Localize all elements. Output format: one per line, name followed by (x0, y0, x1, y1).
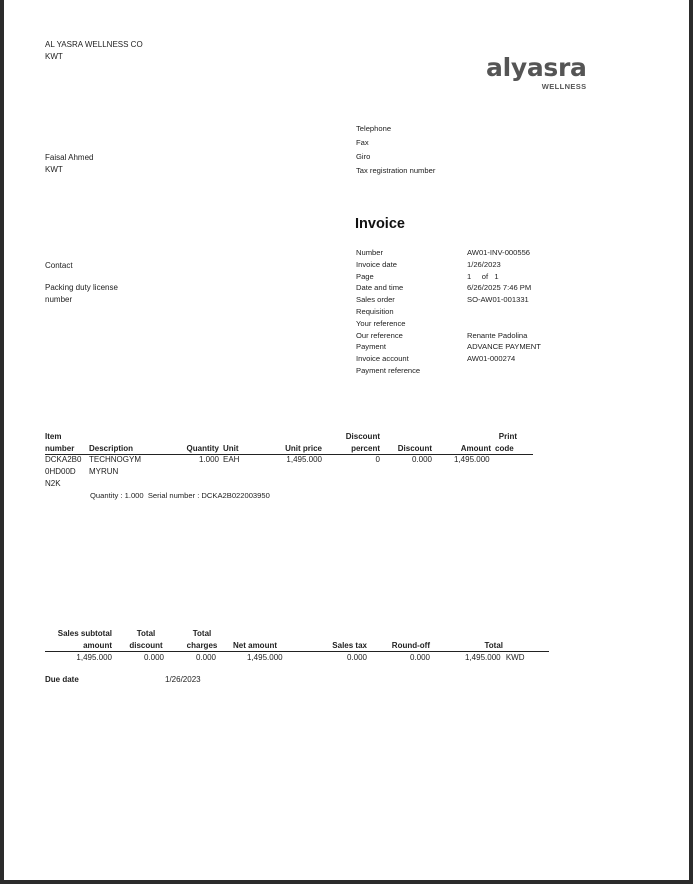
col-total-charges-line-2: charges (186, 641, 218, 650)
col-discount-percent (324, 431, 380, 455)
company-info-labels (356, 122, 435, 178)
company-name: AL YASRA WELLNESS CO (45, 40, 143, 49)
detail-label: Invoice account (356, 354, 409, 364)
packing-license-line-1: Packing duty license (45, 283, 118, 292)
telephone-label: Telephone (356, 124, 392, 133)
invoice-date-value: 1/26/2023 (467, 259, 501, 269)
detail-label: Page (356, 271, 374, 281)
col-sales-subtotal-line-1: Sales subtotal (57, 629, 112, 638)
description-part: TECHNOGYM (89, 455, 141, 464)
due-date-label: Due date (45, 675, 79, 684)
col-sales-subtotal (45, 628, 112, 652)
col-total-discount (124, 628, 168, 652)
your-reference-value (467, 318, 541, 330)
row-quantity: 1.000 (198, 455, 219, 464)
col-description: Description (89, 444, 134, 453)
fax-label: Fax (356, 138, 369, 147)
item-number-part: 0HD00D (45, 467, 76, 476)
company-country: KWT (45, 52, 63, 61)
col-discount-percent-line-2: percent (351, 444, 380, 453)
row-discount: 0.000 (411, 455, 432, 464)
row-amount: 1,495.000 (454, 455, 490, 464)
col-discount-percent-line-1: Discount (345, 432, 380, 441)
document-title: Invoice (355, 216, 405, 232)
payment-value: ADVANCE PAYMENT (467, 342, 541, 352)
detail-label: Our reference (356, 330, 403, 340)
invoice-detail-labels (356, 247, 420, 377)
col-total-discount-line-1: Total (136, 629, 156, 638)
requisition-value (467, 306, 541, 318)
item-number-part: N2K (45, 479, 61, 488)
detail-label: Your reference (356, 318, 406, 328)
company-block (45, 39, 143, 63)
col-item-line-1: Item (45, 432, 62, 441)
col-amount: Amount (460, 444, 491, 453)
detail-label: Number (356, 248, 384, 257)
row-unit-price: 1,495.000 (286, 455, 322, 464)
detail-label: Requisition (356, 306, 394, 316)
col-quantity: Quantity (186, 444, 219, 453)
col-total-charges (179, 628, 225, 652)
detail-label: Invoice date (356, 259, 397, 269)
row-item-number (45, 454, 81, 490)
page-value: 1 of 1 (467, 271, 499, 281)
col-print-code-line-1: Print (498, 432, 517, 441)
packing-license-line-2: number (45, 295, 73, 304)
logo-wordmark: alyasra (486, 53, 587, 82)
col-total-charges-line-1: Total (192, 629, 212, 638)
total-value (465, 652, 525, 664)
col-net-amount: Net amount (233, 641, 277, 650)
col-item-line-2: number (45, 444, 75, 453)
contact-label: Contact (45, 261, 73, 270)
payment-reference-value (467, 365, 541, 377)
net-amount-value: 1,495.000 (247, 653, 283, 662)
col-total: Total (484, 641, 503, 650)
col-print-code (495, 431, 517, 455)
detail-label: Payment (356, 342, 386, 352)
due-date-value: 1/26/2023 (165, 675, 201, 684)
col-round-off: Round-off (391, 641, 430, 650)
col-sales-subtotal-line-2: amount (83, 641, 112, 650)
row-discount-percent: 0 (375, 455, 380, 464)
col-item-number (45, 431, 74, 455)
date-time-value: 6/26/2025 7:46 PM (467, 283, 532, 293)
customer-country: KWT (45, 165, 63, 174)
row-description (89, 454, 141, 478)
item-number-part: DCKA2B0 (45, 455, 82, 464)
serial-number-note: Quantity : 1.000 Serial number : DCKA2B022003950 (90, 491, 270, 500)
total-currency: KWD (505, 653, 525, 662)
col-unit-price: Unit price (285, 444, 322, 453)
description-part: MYRUN (89, 467, 119, 476)
subtotal-value: 1,495.000 (76, 653, 112, 662)
round-off-value: 0.000 (409, 653, 430, 662)
packing-license-label (45, 282, 118, 306)
brand-logo (486, 54, 587, 91)
customer-name: Faisal Ahmed (45, 153, 94, 162)
col-discount: Discount (397, 444, 432, 453)
invoice-account-value: AW01-000274 (467, 354, 516, 364)
col-sales-tax: Sales tax (332, 641, 367, 650)
logo-subtitle: WELLNESS (541, 82, 587, 91)
customer-block (45, 152, 93, 176)
detail-label: Date and time (356, 283, 404, 293)
invoice-number-value: AW01-INV-000556 (467, 248, 531, 257)
total-amount: 1,495.000 (465, 653, 501, 662)
giro-label: Giro (356, 152, 371, 161)
invoice-detail-values (467, 247, 541, 377)
total-charges-value: 0.000 (195, 653, 216, 662)
sales-order-value: SO-AW01-001331 (467, 295, 529, 305)
col-total-discount-line-2: discount (129, 641, 163, 650)
detail-label: Sales order (356, 295, 395, 305)
total-discount-value: 0.000 (143, 653, 164, 662)
invoice-page (4, 0, 689, 880)
sales-tax-value: 0.000 (346, 653, 367, 662)
our-reference-value: Renante Padolina (467, 330, 528, 340)
col-print-code-line-2: code (495, 444, 514, 453)
col-unit: Unit (223, 444, 239, 453)
detail-label: Payment reference (356, 365, 421, 375)
tax-registration-label: Tax registration number (356, 166, 436, 175)
row-unit: EAH (223, 455, 240, 464)
